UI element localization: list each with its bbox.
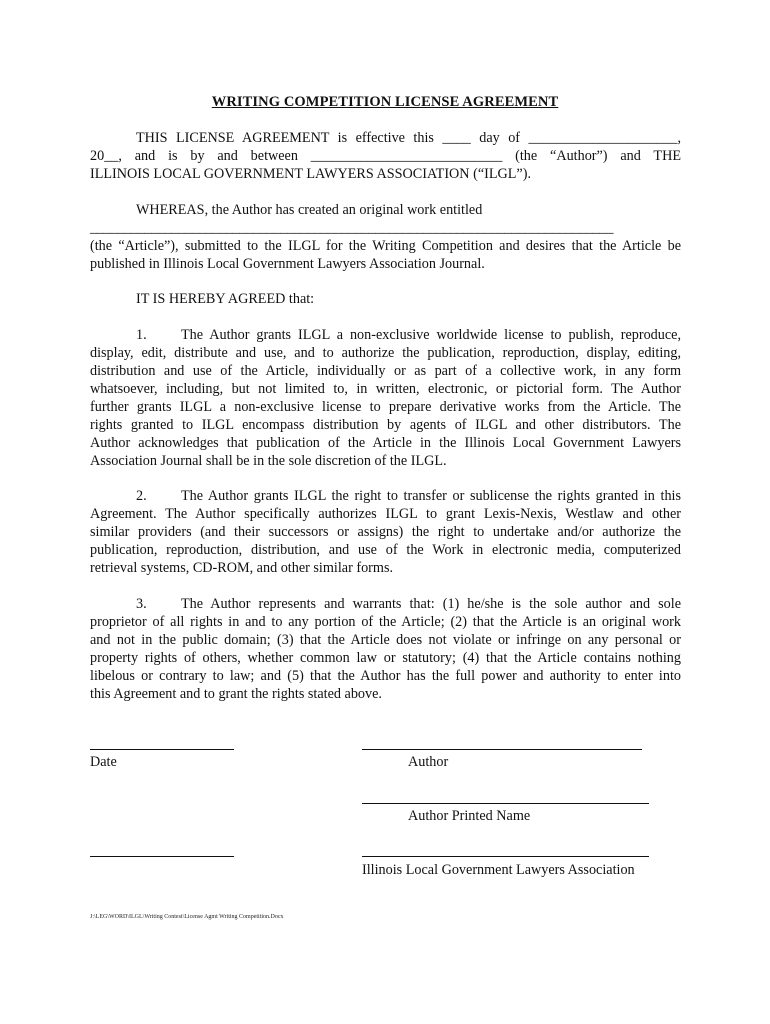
author-label: Author [408, 754, 449, 770]
intro-line-1: THIS LICENSE AGREEMENT is effective this ____ day of _____________________, [136, 130, 681, 146]
clause-3-number: 3. [136, 596, 147, 612]
author-signature-line[interactable] [362, 749, 642, 750]
intro-paragraph [90, 129, 681, 183]
clause-1-number: 1. [136, 327, 147, 343]
document-title: WRITING COMPETITION LICENSE AGREEMENT [211, 94, 559, 110]
whereas-line-3: (the “Article”), submitted to the ILGL for the Writing Competition and desires that the Article be [90, 238, 681, 254]
clause-3: 3. The Author represents and warrants that: (1) he/she is the sole author and sole proprietor of all rights in and to any portion of the Article; (2) that the Article is an original work and not in the public domain; (3) that the Article does not violate or infringe on any personal or property rights of others, whether common law or statutory; (4) that the Article contains nothing libelous or contrary to law; and (5) that the Author has the full power and authority to enter into this Agreement and to grant the rights stated above. [90, 596, 681, 702]
agreed-heading [90, 290, 681, 308]
association-signature-line[interactable] [362, 856, 649, 857]
whereas-line-4: published in Illinois Local Government Lawyers Association Journal. [90, 256, 485, 272]
author-printed-name-label: Author Printed Name [408, 808, 531, 824]
date-signature-line[interactable] [90, 749, 234, 750]
clause-2: 2. The Author grants ILGL the right to transfer or sublicense the rights granted in this Agreement. The Author specifically authorizes ILGL to grant Lexis-Nexis, Westlaw and other similar providers (and their successors or assigns) the right to undertake and/or authorize the publication, reproduction, distribution, and use of the Work in electronic media, computerized retrieval systems, CD-ROM, and other similar forms. [90, 488, 681, 576]
agreed-text: IT IS HEREBY AGREED that: [136, 291, 315, 307]
second-date-signature-line[interactable] [90, 856, 234, 857]
whereas-blank-line: _____________________________________________________________________________ [90, 220, 614, 236]
intro-line-2: 20__, and is by and between ___________________________ (the “Author”) and THE [90, 148, 681, 164]
clause-2-number: 2. [136, 488, 147, 504]
date-label: Date [90, 754, 117, 770]
author-printed-name-line[interactable] [362, 803, 649, 804]
whereas-paragraph [90, 201, 681, 273]
clause-1: 1. The Author grants ILGL a non-exclusive worldwide license to publish, reproduce, display, edit, distribute and use, and to authorize the publication, reproduction, display, editing, distribution and use of the Article, individually or as part of a collective work, in any form whatsoever, including, but not limited to, in written, electronic, or pictorial form. The Author further grants ILGL a non-exclusive license to prepare derivative works from the Article. The rights granted to ILGL encompass distribution by agents of ILGL and other distributors. The Author acknowledges that publication of the Article in the Illinois Local Government Lawyers Association Journal shall be in the sole discretion of the ILGL. [90, 327, 681, 469]
intro-line-3: ILLINOIS LOCAL GOVERNMENT LAWYERS ASSOCIATION (“ILGL”). [90, 166, 531, 182]
file-path-footer: J:\LEG\WORD\ILGL\Writing Contest\License Agmt Writing Competition.Docx [90, 914, 284, 920]
whereas-line-1: WHEREAS, the Author has created an original work entitled [136, 202, 483, 218]
association-label: Illinois Local Government Lawyers Association [362, 862, 635, 878]
